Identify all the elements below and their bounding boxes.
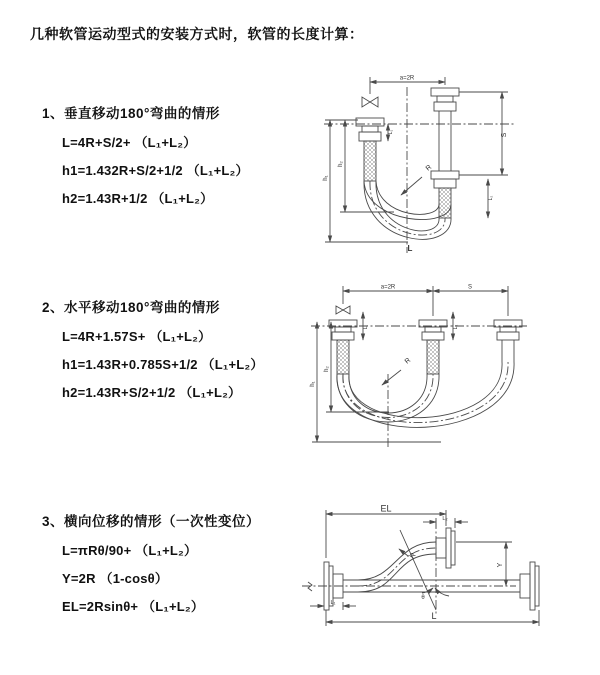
dim-label-a2r: a=2R <box>380 284 396 291</box>
dim-label-a2r: a=2R <box>399 75 415 82</box>
section-lateral-displacement <box>42 514 312 614</box>
braided-hose-section <box>364 141 376 181</box>
dim-label-l1: L₁ <box>330 600 336 606</box>
axis-break-mark <box>308 582 312 591</box>
formula-h1: h1=1.43R+0.785S+1/2 （L₁+L₂） <box>62 357 264 372</box>
formula-el: EL=2Rsinθ+ （L₁+L₂） <box>62 599 205 614</box>
section-heading: 2、水平移动180°弯曲的情形 <box>42 300 220 315</box>
dim-label-l1: L₁ <box>388 129 394 135</box>
hose-fitting-right-lower <box>431 171 459 188</box>
dim-label-l2: L₂ <box>453 324 459 330</box>
diagram-vertical-bend <box>312 72 592 257</box>
dim-label-y: Y <box>497 562 504 568</box>
dim-label-l1: L₁ <box>363 324 369 330</box>
formula-length: L=4R+S/2+ （L₁+L₂） <box>62 135 197 150</box>
hose-fitting-middle <box>419 320 447 340</box>
dim-label-el: EL <box>380 503 392 514</box>
dim-label-l2: L₂ <box>488 195 494 201</box>
dim-label-s: S <box>501 132 508 138</box>
formula-group <box>62 543 312 614</box>
hose-u-bend-position2 <box>337 362 514 427</box>
formula-h1: h1=1.432R+S/2+1/2 （L₁+L₂） <box>62 163 249 178</box>
section-heading: 1、垂直移动180°弯曲的情形 <box>42 106 220 121</box>
section-vertical-movement <box>42 106 312 206</box>
formula-group <box>62 135 312 206</box>
dim-label-h2: h₂ <box>338 161 344 167</box>
hose-fitting-left <box>356 118 384 141</box>
radius-label: R <box>424 163 434 173</box>
formula-y: Y=2R （1-cosθ） <box>62 571 169 586</box>
braided-hose-section <box>439 188 451 218</box>
formula-length: L=4R+1.57S+ （L₁+L₂） <box>62 329 212 344</box>
formula-h2: h2=1.43R+1/2 （L₁+L₂） <box>62 191 214 206</box>
braided-hose-section <box>427 340 439 374</box>
flange-upper-displaced <box>436 528 455 568</box>
dim-label-h2: h₂ <box>324 366 330 372</box>
angle-label-theta: θ <box>421 595 425 601</box>
valve-icon <box>362 97 378 107</box>
dim-label-l: L <box>431 611 437 621</box>
valve-icon <box>336 306 350 314</box>
dim-label-s: S <box>467 284 473 291</box>
section-horizontal-movement <box>42 300 312 400</box>
diagram-horizontal-bend <box>303 282 598 454</box>
radius-label: R <box>403 356 413 366</box>
radius-label: R <box>408 551 418 561</box>
length-label: L <box>407 244 413 253</box>
formula-group <box>62 329 312 400</box>
diagram-lateral-displacement <box>296 502 598 644</box>
page-title: 几种软管运动型式的安装方式时，软管的长度计算： <box>30 26 364 42</box>
dim-label-h1: h₁ <box>310 381 316 387</box>
hose-fitting-left <box>329 320 357 340</box>
formula-length: L=πRθ/90+ （L₁+L₂） <box>62 543 198 558</box>
dim-label-l2: L₂ <box>442 516 448 522</box>
hose-fitting-right-upper <box>431 88 459 111</box>
formula-h2: h2=1.43R+S/2+1/2 （L₁+L₂） <box>62 385 242 400</box>
hose-fitting-right-moved <box>494 320 522 340</box>
braided-hose-section <box>337 340 349 374</box>
radius-leader-arrow <box>382 370 401 385</box>
dim-label-h1: h₁ <box>323 175 329 181</box>
flange-right-original <box>520 562 539 610</box>
radius-leader-arrow <box>401 177 422 195</box>
section-heading: 3、横向位移的情形（一次性变位） <box>42 514 261 529</box>
